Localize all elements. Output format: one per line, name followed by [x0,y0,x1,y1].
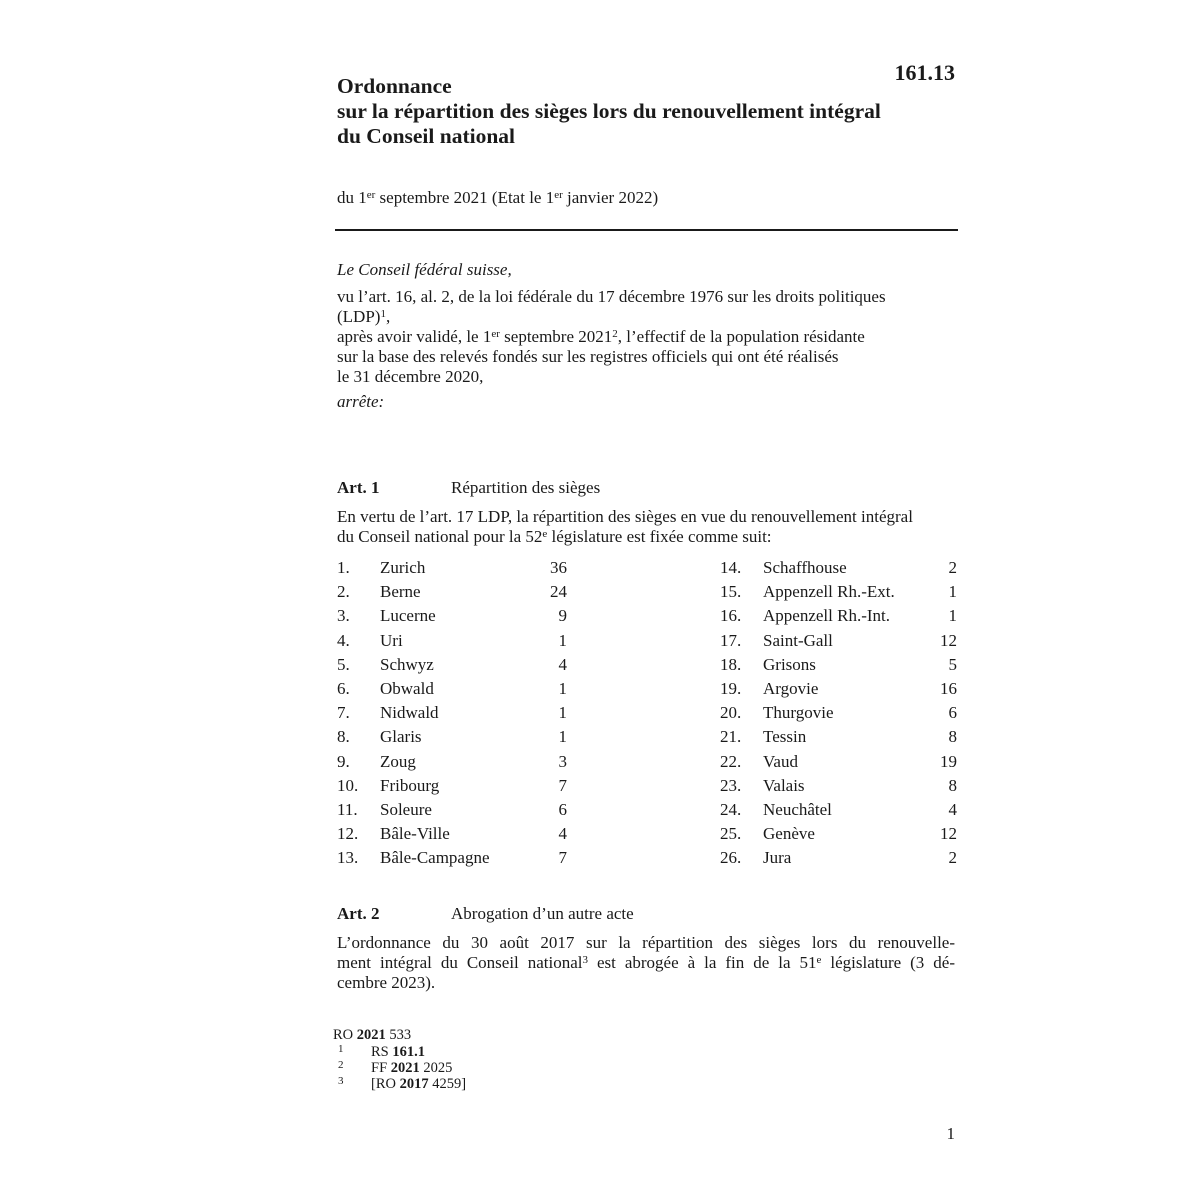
canton-index: 5. [337,654,350,674]
canton-name: Appenzell Rh.-Ext. [763,582,895,602]
preamble-text: (LDP) [337,307,381,326]
canton-index: 17. [720,630,742,650]
canton-index: 14. [720,558,742,577]
canton-row [720,556,957,580]
canton-name: Genève [763,824,815,844]
paragraph-line: cembre 2023). [337,973,436,992]
canton-name: Schaffhouse [763,558,847,577]
decree: arrête: [337,392,385,411]
canton-index: 10. [337,775,359,795]
canton-seats: 36 [550,558,567,577]
canton-row [720,774,957,798]
ordinal-superscript: e [816,954,822,966]
canton-row [720,580,957,604]
date-superscript: er [554,189,563,201]
canton-seats: 2 [948,848,957,868]
paragraph-text: est abrogée à la fin de la 51 [588,953,817,972]
canton-seats: 2 [948,558,957,577]
canton-name: Valais [763,775,805,795]
canton-seats: 4 [948,800,957,819]
canton-index: 13. [337,848,359,868]
canton-name: Schwyz [380,654,434,674]
ro-page: 533 [385,1027,412,1043]
canton-seats: 1 [558,703,567,723]
paragraph-text: du Conseil national pour la 52 [337,527,543,546]
canton-name: Thurgovie [763,703,834,723]
canton-row [720,653,957,677]
article-number: Art. 1 [337,478,380,497]
canton-index: 11. [337,800,358,819]
canton-row [720,701,957,725]
date-superscript: er [366,189,376,201]
canton-row [337,629,567,653]
article-title: Abrogation d’un autre acte [451,904,634,923]
preamble-line [337,327,957,347]
date-line [337,188,658,208]
canton-seats: 4 [558,824,567,844]
canton-index: 4. [337,630,350,650]
canton-name: Vaud [763,751,798,771]
footnote-bold: 2017 [399,1076,429,1092]
canton-index: 16. [720,606,742,626]
footnote-text: [RO [371,1076,400,1092]
footnote-mark: 3 [338,1075,344,1087]
date-text: du 1 [337,188,367,207]
paragraph-text: législature (3 dé- [821,953,955,972]
canton-index: 24. [720,800,742,819]
footnote-mark: 2 [338,1059,344,1071]
title-line: sur la répartition des sièges lors du renouvellement intégral [337,99,881,123]
canton-seats: 19 [940,751,957,771]
preamble-text: septembre 2021 [499,327,613,346]
footnote-text: 4259] [428,1076,467,1092]
footnote-item [333,1060,466,1076]
canton-row [337,604,567,628]
article-2-paragraph [337,933,955,993]
canton-row [337,653,567,677]
canton-index: 20. [720,703,742,723]
canton-row [720,604,957,628]
title-line: Ordonnance [337,74,452,98]
paragraph-line: En vertu de l’art. 17 LDP, la répartition des sièges en vue du renouvellement intégral [337,507,913,526]
canton-name: Berne [380,582,421,602]
canton-seats: 6 [948,703,957,723]
canton-row [337,580,567,604]
canton-index: 18. [720,654,742,674]
canton-row [720,725,957,749]
canton-name: Grisons [763,654,816,674]
preamble-text: après avoir validé, le 1 [337,327,492,346]
canton-seats: 1 [558,679,567,698]
issuer: Le Conseil fédéral suisse, [337,260,512,279]
canton-name: Lucerne [380,606,436,626]
footnote-text: 2025 [419,1060,453,1076]
canton-row [337,750,567,774]
canton-seats: 4 [558,654,567,674]
preamble-text: , [385,307,391,326]
canton-index: 1. [337,558,350,577]
canton-index: 15. [720,582,742,602]
footnote-ref[interactable]: 3 [582,954,589,966]
canton-seats: 8 [948,727,957,747]
canton-row [720,822,957,846]
canton-name: Saint-Gall [763,630,833,650]
footnote-bold: 2021 [390,1060,420,1076]
document-title [337,74,957,149]
ro-year: 2021 [356,1027,386,1043]
canton-seats: 16 [940,679,957,698]
footnote-ref[interactable]: 1 [380,308,386,320]
preamble-line: le 31 décembre 2020, [337,367,484,386]
preamble-line: sur la base des relevés fondés sur les registres officiels qui ont été réalisés [337,347,839,366]
footnote-text: FF [371,1060,391,1076]
title-divider [335,229,958,231]
canton-index: 9. [337,751,350,771]
article-1-heading [337,478,600,498]
canton-name: Neuchâtel [763,800,832,819]
canton-index: 23. [720,775,742,795]
canton-seats: 12 [940,630,957,650]
canton-index: 7. [337,703,350,723]
canton-name: Zoug [380,751,416,771]
footnote-ref[interactable]: 2 [612,328,618,340]
paragraph-line [337,953,955,973]
canton-seats: 24 [550,582,567,602]
canton-row [720,750,957,774]
footnote-item [333,1076,466,1092]
canton-row [337,725,567,749]
canton-row [337,774,567,798]
canton-name: Appenzell Rh.-Int. [763,606,890,626]
canton-row [337,822,567,846]
date-text: septembre 2021 (Etat le 1 [375,188,555,207]
canton-row [720,629,957,653]
page-number: 1 [946,1124,955,1143]
canton-row [720,677,957,701]
canton-seats: 1 [558,727,567,747]
canton-seats: 3 [558,751,567,771]
canton-name: Tessin [763,727,807,747]
ordinal-superscript: er [491,328,500,340]
ro-reference [333,1027,466,1043]
canton-name: Bâle-Campagne [380,848,490,868]
canton-seats: 1 [948,606,957,626]
canton-seats: 9 [558,606,567,626]
canton-index: 26. [720,848,742,868]
article-1-paragraph [337,507,955,547]
canton-name: Bâle-Ville [380,824,450,844]
footnote-mark: 1 [338,1043,344,1055]
canton-row [720,798,957,822]
canton-name: Jura [763,848,792,868]
paragraph-line [337,527,955,547]
canton-name: Glaris [380,727,422,747]
preamble-line: vu l’art. 16, al. 2, de la loi fédérale du 17 décembre 1976 sur les droits politiques [337,287,886,306]
sr-number: 161.13 [894,60,955,85]
paragraph-line: L’ordonnance du 30 août 2017 sur la répartition des sièges lors du renouvelle- [337,933,955,952]
footnotes [333,1027,466,1092]
canton-index: 22. [720,751,742,771]
ordinal-superscript: e [542,528,548,540]
article-2-heading [337,904,634,924]
paragraph-text: ment intégral du Conseil national [337,953,583,972]
date-text: janvier 2022) [562,188,659,207]
canton-index: 12. [337,824,359,844]
canton-name: Uri [380,630,403,650]
preamble [337,260,957,412]
canton-name: Nidwald [380,703,439,723]
title-line: du Conseil national [337,124,516,148]
canton-seats: 7 [558,775,567,795]
preamble-line [337,307,957,327]
canton-seats: 8 [948,775,957,795]
canton-seats: 7 [558,848,567,868]
canton-index: 3. [337,606,350,626]
canton-name: Obwald [380,679,434,698]
canton-index: 6. [337,679,350,698]
canton-row [337,846,567,870]
canton-row [337,798,567,822]
canton-name: Zurich [380,558,426,577]
canton-seats: 6 [558,800,567,819]
canton-row [337,677,567,701]
canton-row [337,701,567,725]
canton-name: Soleure [380,800,432,819]
canton-seats: 1 [558,630,567,650]
canton-name: Fribourg [380,775,440,795]
canton-seats: 1 [948,582,957,602]
footnote-bold: 161.1 [392,1044,425,1060]
paragraph-text: législature est fixée comme suit: [547,527,772,546]
canton-index: 2. [337,582,350,602]
article-title: Répartition des sièges [451,478,601,497]
canton-seats: 5 [948,654,957,674]
canton-index: 8. [337,727,350,747]
canton-row [720,846,957,870]
canton-index: 19. [720,679,742,698]
canton-row [337,556,567,580]
ro-prefix: RO [333,1027,357,1043]
canton-index: 25. [720,824,742,844]
footnote-item [333,1044,466,1060]
canton-name: Argovie [763,679,819,698]
footnote-text: RS [371,1044,393,1060]
preamble-text: , l’effectif de la population résidante [617,327,865,346]
canton-seats: 12 [940,824,957,844]
canton-index: 21. [720,727,742,747]
article-number: Art. 2 [337,904,380,923]
